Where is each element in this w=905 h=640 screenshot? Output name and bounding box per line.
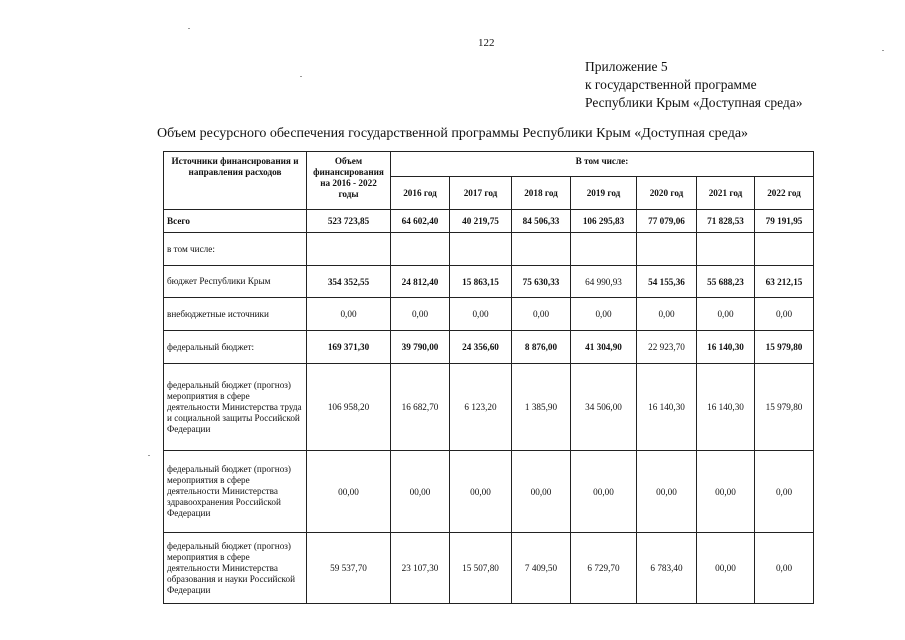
value-cell: 55 688,23: [697, 266, 755, 298]
header-year: 2021 год: [697, 177, 755, 210]
value-cell: [755, 233, 814, 266]
value-cell: 16 682,70: [391, 364, 450, 451]
value-cell: 0,00: [637, 298, 697, 331]
value-cell: 0,00: [450, 298, 512, 331]
page-number: 122: [478, 37, 495, 49]
header-including: В том числе:: [391, 152, 814, 177]
row-label: Всего: [164, 210, 307, 233]
value-cell: 75 630,33: [512, 266, 571, 298]
value-cell: 15 507,80: [450, 533, 512, 604]
row-label: федеральный бюджет (прогноз) мероприятия в сфере деятельности Министерства труда и социальной защиты Российской Федерации: [164, 364, 307, 451]
table-row: [164, 533, 814, 604]
row-label: внебюджетные источники: [164, 298, 307, 331]
total-cell: 523 723,85: [307, 210, 391, 233]
value-cell: 77 079,06: [637, 210, 697, 233]
value-cell: 54 155,36: [637, 266, 697, 298]
value-cell: 41 304,90: [571, 331, 637, 364]
value-cell: [697, 233, 755, 266]
value-cell: 22 923,70: [637, 331, 697, 364]
value-cell: 00,00: [697, 451, 755, 533]
value-cell: 84 506,33: [512, 210, 571, 233]
header-year: 2019 год: [571, 177, 637, 210]
header-year: 2018 год: [512, 177, 571, 210]
value-cell: 0,00: [512, 298, 571, 331]
value-cell: [637, 233, 697, 266]
value-cell: 16 140,30: [697, 331, 755, 364]
value-cell: 0,00: [755, 451, 814, 533]
header-year: 2020 год: [637, 177, 697, 210]
value-cell: 00,00: [512, 451, 571, 533]
total-cell: 00,00: [307, 451, 391, 533]
appendix-line-1: Приложение 5: [585, 59, 668, 74]
row-label: в том числе:: [164, 233, 307, 266]
total-cell: 169 371,30: [307, 331, 391, 364]
value-cell: 6 729,70: [571, 533, 637, 604]
value-cell: 0,00: [755, 298, 814, 331]
value-cell: 39 790,00: [391, 331, 450, 364]
value-cell: 16 140,30: [697, 364, 755, 451]
value-cell: 71 828,53: [697, 210, 755, 233]
value-cell: 7 409,50: [512, 533, 571, 604]
value-cell: [512, 233, 571, 266]
header-volume: Объем финансирования на 2016 - 2022 годы: [307, 152, 391, 210]
value-cell: 15 863,15: [450, 266, 512, 298]
table-body: [164, 210, 814, 604]
appendix-line-3: Республики Крым «Доступная среда»: [585, 95, 803, 110]
value-cell: 79 191,95: [755, 210, 814, 233]
value-cell: 00,00: [450, 451, 512, 533]
table-row: [164, 364, 814, 451]
total-cell: [307, 233, 391, 266]
value-cell: [571, 233, 637, 266]
value-cell: 23 107,30: [391, 533, 450, 604]
value-cell: [391, 233, 450, 266]
table-row: [164, 210, 814, 233]
header-source: Источники финансирования и направления расходов: [164, 152, 307, 210]
value-cell: 24 812,40: [391, 266, 450, 298]
value-cell: 15 979,80: [755, 331, 814, 364]
total-cell: 0,00: [307, 298, 391, 331]
row-label: бюджет Республики Крым: [164, 266, 307, 298]
appendix-block: [585, 58, 803, 112]
value-cell: 63 212,15: [755, 266, 814, 298]
value-cell: 0,00: [571, 298, 637, 331]
total-cell: 354 352,55: [307, 266, 391, 298]
value-cell: 00,00: [697, 533, 755, 604]
value-cell: 0,00: [391, 298, 450, 331]
value-cell: 6 123,20: [450, 364, 512, 451]
header-year: 2016 год: [391, 177, 450, 210]
value-cell: 0,00: [755, 533, 814, 604]
table-row: [164, 451, 814, 533]
value-cell: 16 140,30: [637, 364, 697, 451]
document-title: Объем ресурсного обеспечения государственной программы Республики Крым «Доступная среда»: [156, 126, 749, 141]
value-cell: 00,00: [637, 451, 697, 533]
table-row: [164, 233, 814, 266]
value-cell: 6 783,40: [637, 533, 697, 604]
table-row: [164, 298, 814, 331]
row-label: федеральный бюджет (прогноз) мероприятия в сфере деятельности Министерства здравоохранения Российской Федерации: [164, 451, 307, 533]
value-cell: 34 506,00: [571, 364, 637, 451]
header-year: 2017 год: [450, 177, 512, 210]
row-label: федеральный бюджет (прогноз) мероприятия в сфере деятельности Министерства образования и науки Российской Федерации: [164, 533, 307, 604]
total-cell: 106 958,20: [307, 364, 391, 451]
value-cell: 40 219,75: [450, 210, 512, 233]
table-row: [164, 331, 814, 364]
value-cell: 8 876,00: [512, 331, 571, 364]
financing-table: [163, 151, 814, 604]
value-cell: 24 356,60: [450, 331, 512, 364]
value-cell: 64 602,40: [391, 210, 450, 233]
value-cell: 106 295,83: [571, 210, 637, 233]
value-cell: 15 979,80: [755, 364, 814, 451]
value-cell: 0,00: [697, 298, 755, 331]
value-cell: 00,00: [391, 451, 450, 533]
row-label: федеральный бюджет:: [164, 331, 307, 364]
value-cell: 64 990,93: [571, 266, 637, 298]
header-year: 2022 год: [755, 177, 814, 210]
table-row: [164, 266, 814, 298]
appendix-line-2: к государственной программе: [585, 77, 757, 92]
total-cell: 59 537,70: [307, 533, 391, 604]
value-cell: 1 385,90: [512, 364, 571, 451]
value-cell: 00,00: [571, 451, 637, 533]
value-cell: [450, 233, 512, 266]
